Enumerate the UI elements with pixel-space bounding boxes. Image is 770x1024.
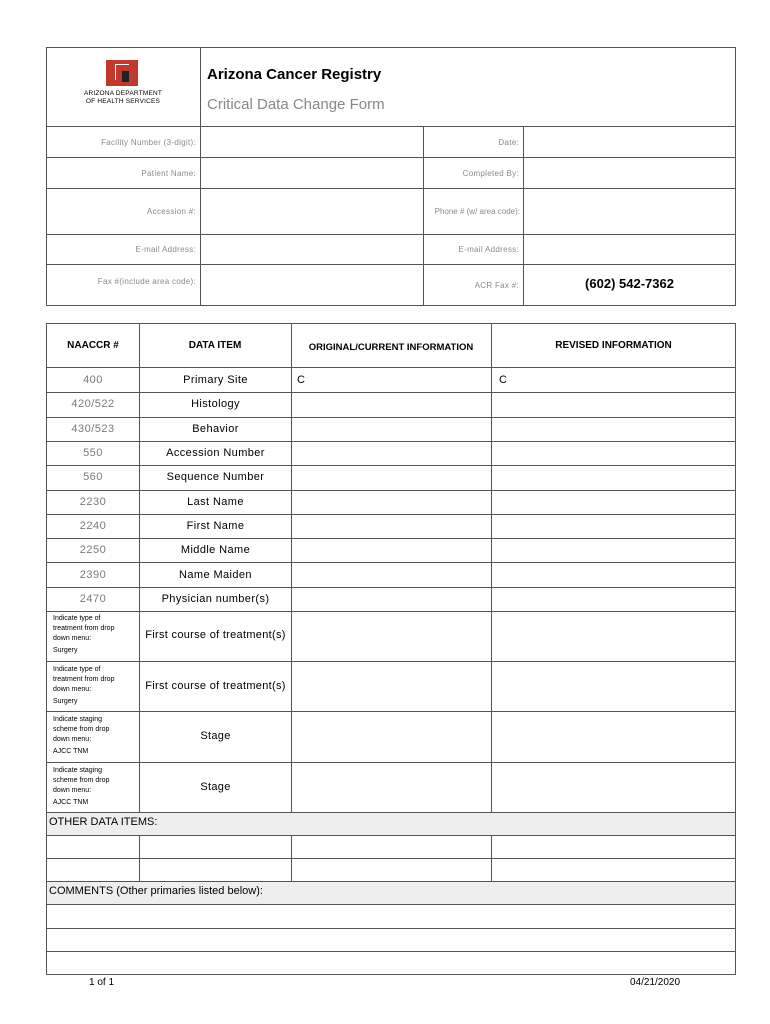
revised-info-field[interactable] xyxy=(492,392,735,416)
other-item-original-field-1[interactable] xyxy=(292,836,491,858)
header-box xyxy=(46,47,736,127)
treatment-dropdown[interactable]: Surgery xyxy=(53,697,78,705)
data-item-label: First Name xyxy=(186,519,245,532)
comments-field-1[interactable] xyxy=(47,905,735,928)
original-info-field[interactable] xyxy=(292,490,491,514)
form-subtitle: Critical Data Change Form xyxy=(207,96,385,113)
naaccr-number: 550 xyxy=(83,447,103,460)
original-info-field[interactable] xyxy=(292,711,491,762)
naaccr-number: 2390 xyxy=(79,568,107,581)
revised-info-field[interactable] xyxy=(492,711,735,762)
original-info-field[interactable] xyxy=(292,610,491,661)
date-field[interactable] xyxy=(524,127,735,157)
data-item-label: Last Name xyxy=(187,495,244,508)
revised-info-field[interactable]: C xyxy=(499,374,507,387)
original-info-field[interactable] xyxy=(292,441,491,465)
acr-fax-label: ACR Fax #: xyxy=(474,281,519,290)
other-item-naaccr-field-2[interactable] xyxy=(47,859,139,881)
original-info-field[interactable]: C xyxy=(297,374,305,387)
other-item-revised-field-1[interactable] xyxy=(492,836,735,858)
original-info-field[interactable] xyxy=(292,538,491,562)
date-label: Date: xyxy=(498,138,519,147)
data-item-label: Stage xyxy=(200,730,231,743)
header-divider xyxy=(200,47,201,127)
original-info-field[interactable] xyxy=(292,762,491,813)
naaccr-number: 2230 xyxy=(79,495,107,508)
data-item-label: Accession Number xyxy=(166,447,265,460)
naaccr-number: 560 xyxy=(83,471,103,484)
comments-label: COMMENTS (Other primaries listed below): xyxy=(49,885,263,897)
accession-label: Accession #: xyxy=(147,207,196,216)
dropdown-hint: Indicate staging scheme from drop down menu: xyxy=(53,716,110,743)
logo-text-line2: OF HEALTH SERVICES xyxy=(85,98,161,105)
comments-field-3[interactable] xyxy=(47,952,735,974)
dropdown-hint: Indicate staging scheme from drop down menu: xyxy=(53,766,110,794)
other-item-naaccr-field-1[interactable] xyxy=(47,836,139,858)
original-info-field[interactable] xyxy=(292,562,491,586)
original-info-field[interactable] xyxy=(292,661,491,712)
acr-fax-value: (602) 542-7362 xyxy=(585,276,674,291)
original-info-field[interactable] xyxy=(292,587,491,611)
data-item-label: First course of treatment(s) xyxy=(145,629,286,642)
naaccr-number: 2240 xyxy=(79,519,107,532)
naaccr-number: 400 xyxy=(83,374,103,387)
naaccr-number: 2250 xyxy=(79,544,107,557)
dropdown-hint: Indicate type of treatment from drop down menu: xyxy=(53,615,115,642)
naaccr-number: 420/522 xyxy=(71,398,115,411)
patient-name-label: Patient Name: xyxy=(141,169,196,178)
data-item-label: Physician number(s) xyxy=(161,592,270,605)
page-number: 1 of 1 xyxy=(89,977,115,988)
col-header-revised: REVISED INFORMATION xyxy=(555,340,672,351)
revised-info-field[interactable] xyxy=(492,661,735,712)
footer-date: 04/21/2020 xyxy=(630,977,681,988)
original-info-field[interactable] xyxy=(292,392,491,416)
phone-label: Phone # (w/ area code): xyxy=(434,207,520,216)
revised-info-field[interactable] xyxy=(492,587,735,611)
data-item-label: Histology xyxy=(191,398,240,411)
revised-info-field[interactable] xyxy=(492,490,735,514)
other-item-revised-field-2[interactable] xyxy=(492,859,735,881)
original-info-field[interactable] xyxy=(292,465,491,489)
dropdown-hint: Indicate type of treatment from drop down menu: xyxy=(53,665,115,693)
fax-label: Fax #(include area code): xyxy=(97,277,196,286)
email-label-right: E-mail Address: xyxy=(458,245,519,254)
original-info-field[interactable] xyxy=(292,514,491,538)
naaccr-number: 430/523 xyxy=(71,422,115,435)
revised-info-field[interactable] xyxy=(492,465,735,489)
form-title: Arizona Cancer Registry xyxy=(207,66,382,83)
facility-number-label: Facility Number (3-digit): xyxy=(101,138,196,147)
email-field-left[interactable] xyxy=(201,235,423,264)
data-item-label: Behavior xyxy=(192,422,239,435)
revised-info-field[interactable] xyxy=(492,441,735,465)
other-item-name-field-1[interactable] xyxy=(140,836,291,858)
revised-info-field[interactable] xyxy=(492,538,735,562)
completed-by-field[interactable] xyxy=(524,158,735,188)
col-header-naaccr: NAACCR # xyxy=(67,340,119,351)
revised-info-field[interactable] xyxy=(492,562,735,586)
other-item-name-field-2[interactable] xyxy=(140,859,291,881)
comments-field-2[interactable] xyxy=(47,929,735,951)
adhs-logo xyxy=(106,60,138,86)
completed-by-label: Completed By: xyxy=(462,169,519,178)
fax-field[interactable] xyxy=(201,265,423,305)
naaccr-number: 2470 xyxy=(79,592,107,605)
phone-field[interactable] xyxy=(524,189,735,234)
data-item-label: Name Maiden xyxy=(179,568,252,581)
data-item-label: First course of treatment(s) xyxy=(145,679,286,692)
treatment-dropdown[interactable]: Surgery xyxy=(53,647,78,654)
revised-info-field[interactable] xyxy=(492,514,735,538)
accession-field[interactable] xyxy=(201,189,423,234)
revised-info-field[interactable] xyxy=(492,417,735,441)
data-item-label: Primary Site xyxy=(183,374,248,387)
treatment-dropdown[interactable]: AJCC TNM xyxy=(53,748,89,755)
email-label-left: E-mail Address: xyxy=(135,245,196,254)
patient-name-field[interactable] xyxy=(201,158,423,188)
info-vline-2 xyxy=(423,126,424,306)
data-item-label: Sequence Number xyxy=(166,471,265,484)
original-info-field[interactable] xyxy=(292,417,491,441)
data-item-label: Middle Name xyxy=(180,544,251,557)
col-header-data-item: DATA ITEM xyxy=(188,340,242,351)
revised-info-field[interactable] xyxy=(492,762,735,813)
other-item-original-field-2[interactable] xyxy=(292,859,491,881)
email-field-right[interactable] xyxy=(524,235,735,264)
other-data-items-label: OTHER DATA ITEMS: xyxy=(49,816,158,828)
col-header-original: ORIGINAL/CURRENT INFORMATION xyxy=(308,342,474,353)
data-item-label: Stage xyxy=(200,780,231,793)
logo-text-line1: ARIZONA DEPARTMENT xyxy=(83,90,163,97)
facility-number-field[interactable] xyxy=(201,127,423,157)
revised-info-field[interactable] xyxy=(492,610,735,661)
treatment-dropdown[interactable]: AJCC TNM xyxy=(53,798,89,806)
